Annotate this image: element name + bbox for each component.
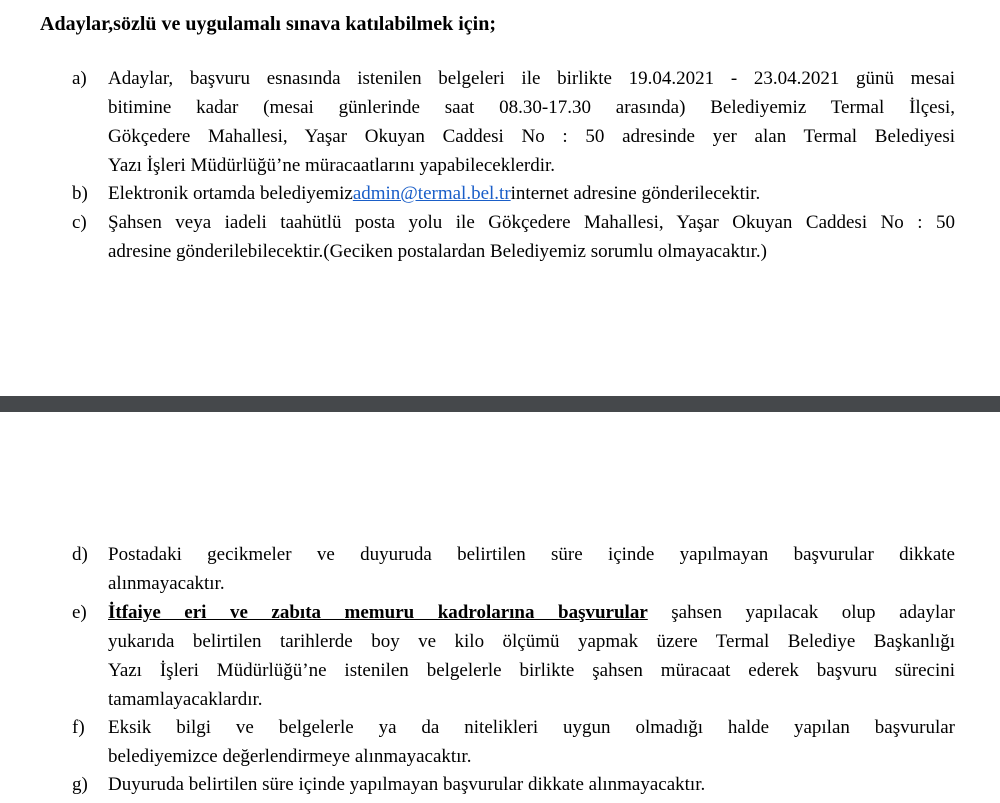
item-a-line-3: Gökçedere Mahallesi, Yaşar Okuyan Caddesi No : 50 adresinde yer alan Termal Belediyesi (108, 126, 955, 147)
item-d-line-2: alınmayacaktır. (108, 573, 225, 594)
item-e-emphasis: İtfaiye eri ve zabıta memuru kadrolarına başvurular (108, 602, 648, 623)
item-c-line-1: Şahsen veya iadeli taahütlü posta yolu ile Gökçedere Mahallesi, Yaşar Okuyan Caddesi No : 50 (108, 212, 955, 233)
item-b-text-pre: Elektronik ortamda belediyemiz (108, 183, 353, 204)
item-e-line-1-rest: şahsen yapılacak olup adaylar (647, 602, 955, 623)
list-marker: a) (72, 68, 87, 89)
item-e-line-3: Yazı İşleri Müdürlüğü’ne istenilen belgelerle birlikte şahsen müracaat ederek başvuru sürecini (108, 660, 955, 681)
item-d-line-1: Postadaki gecikmeler ve duyuruda belirtilen süre içinde yapılmayan başvurular dikkate (108, 544, 955, 565)
section-heading: Adaylar,sözlü ve uygulamalı sınava katılabilmek için; (40, 13, 496, 35)
item-g-line-1: Duyuruda belirtilen süre içinde yapılmayan başvurular dikkate alınmayacaktır. (108, 774, 706, 795)
item-b-text-post: internet adresine gönderilecektir. (510, 183, 761, 204)
list-marker: e) (72, 602, 87, 623)
item-e-line-2: yukarıda belirtilen tarihlerde boy ve kilo ölçümü yapmak üzere Termal Belediye Başkanlığı (108, 631, 955, 652)
page-separator (0, 396, 1000, 412)
list-marker: c) (72, 212, 87, 233)
item-e-line-1 (108, 599, 955, 627)
item-c-line-2: adresine gönderilebilecektir.(Geciken postalardan Belediyemiz sorumlu olmayacaktır.) (108, 241, 767, 262)
item-f-line-2: belediyemizce değerlendirmeye alınmayacaktır. (108, 746, 472, 767)
list-marker: d) (72, 544, 88, 565)
item-a-line-2: bitimine kadar (mesai günlerinde saat 08.30-17.30 arasında) Belediyemiz Termal İlçesi, (108, 97, 955, 118)
item-a-line-1: Adaylar, başvuru esnasında istenilen belgeleri ile birlikte 19.04.2021 - 23.04.2021 günü mesai (108, 68, 955, 89)
item-e-line-4: tamamlayacaklardır. (108, 689, 263, 710)
document-page-1 (0, 0, 1000, 398)
item-f-line-1: Eksik bilgi ve belgelerle ya da nitelikleri uygun olmadığı halde yapılan başvurular (108, 717, 955, 738)
document-page-2 (0, 412, 1000, 803)
item-a-line-4: Yazı İşleri Müdürlüğü’ne müracaatlarını yapabileceklerdir. (108, 155, 556, 176)
list-marker: g) (72, 774, 88, 795)
email-link[interactable]: admin@termal.bel.tr (352, 183, 511, 204)
list-marker: b) (72, 183, 88, 204)
list-marker: f) (72, 717, 85, 738)
item-b-line-1 (108, 180, 760, 208)
